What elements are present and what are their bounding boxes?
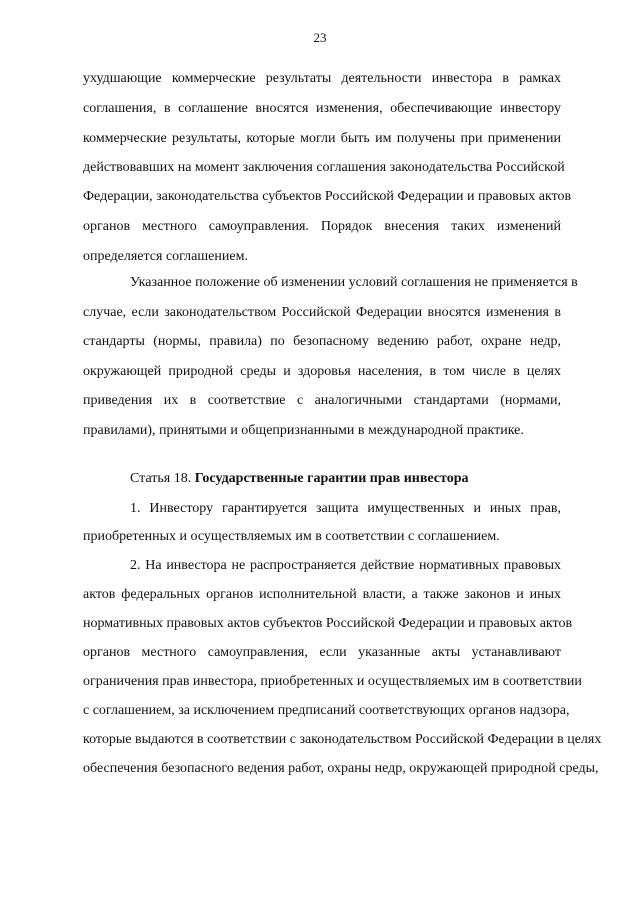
text-line: приведения их в соответствие с аналогичными стандартами (нормами, bbox=[83, 393, 561, 408]
text-line: которые выдаются в соответствии с законодательством Российской Федерации в целях bbox=[83, 732, 602, 747]
text-line: стандарты (нормы, правила) по безопасному ведению работ, охране недр, bbox=[83, 334, 561, 349]
text-line: органов местного самоуправления. Порядок внесения таких изменений bbox=[83, 219, 561, 234]
text-line: обеспечения безопасного ведения работ, охраны недр, окружающей природной среды, bbox=[83, 761, 599, 776]
text-line: органов местного самоуправления, если указанные акты устанавливают bbox=[83, 645, 561, 660]
article-heading bbox=[130, 470, 469, 488]
text-line: коммерческие результаты, которые могли быть им получены при применении bbox=[83, 131, 561, 146]
page-number: 23 bbox=[313, 30, 327, 45]
text-line: приобретенных и осуществляемых им в соответствии с соглашением. bbox=[83, 529, 500, 544]
text-line: 2. На инвестора не распространяется действие нормативных правовых bbox=[130, 558, 561, 573]
text-line: случае, если законодательством Российской Федерации вносятся изменения в bbox=[83, 305, 561, 320]
text-line: Указанное положение об изменении условий соглашения не применяется в bbox=[130, 275, 578, 290]
article-title: Государственные гарантии прав инвестора bbox=[194, 471, 469, 486]
text-line: правилами), принятыми и общепризнанными в международной практике. bbox=[83, 423, 524, 438]
article-number: Статья 18. bbox=[130, 471, 192, 486]
text-line: 1. Инвестору гарантируется защита имущественных и иных прав, bbox=[130, 501, 561, 516]
text-line: актов федеральных органов исполнительной власти, а также законов и иных bbox=[83, 587, 561, 602]
text-line: ухудшающие коммерческие результаты деятельности инвестора в рамках bbox=[83, 71, 561, 86]
text-line: нормативных правовых актов субъектов Российской Федерации и правовых актов bbox=[83, 616, 573, 631]
text-line: ограничения прав инвестора, приобретенных и осуществляемых им в соответствии bbox=[83, 674, 582, 689]
text-line: окружающей природной среды и здоровья населения, в том числе в целях bbox=[83, 364, 561, 379]
text-line: соглашения, в соглашение вносятся изменения, обеспечивающие инвестору bbox=[83, 101, 561, 116]
text-line: Федерации, законодательства субъектов Российской Федерации и правовых актов bbox=[83, 189, 572, 204]
text-line: с соглашением, за исключением предписаний соответствующих органов надзора, bbox=[83, 703, 570, 718]
text-line: действовавших на момент заключения соглашения законодательства Российской bbox=[83, 160, 565, 175]
text-line: определяется соглашением. bbox=[83, 249, 248, 264]
